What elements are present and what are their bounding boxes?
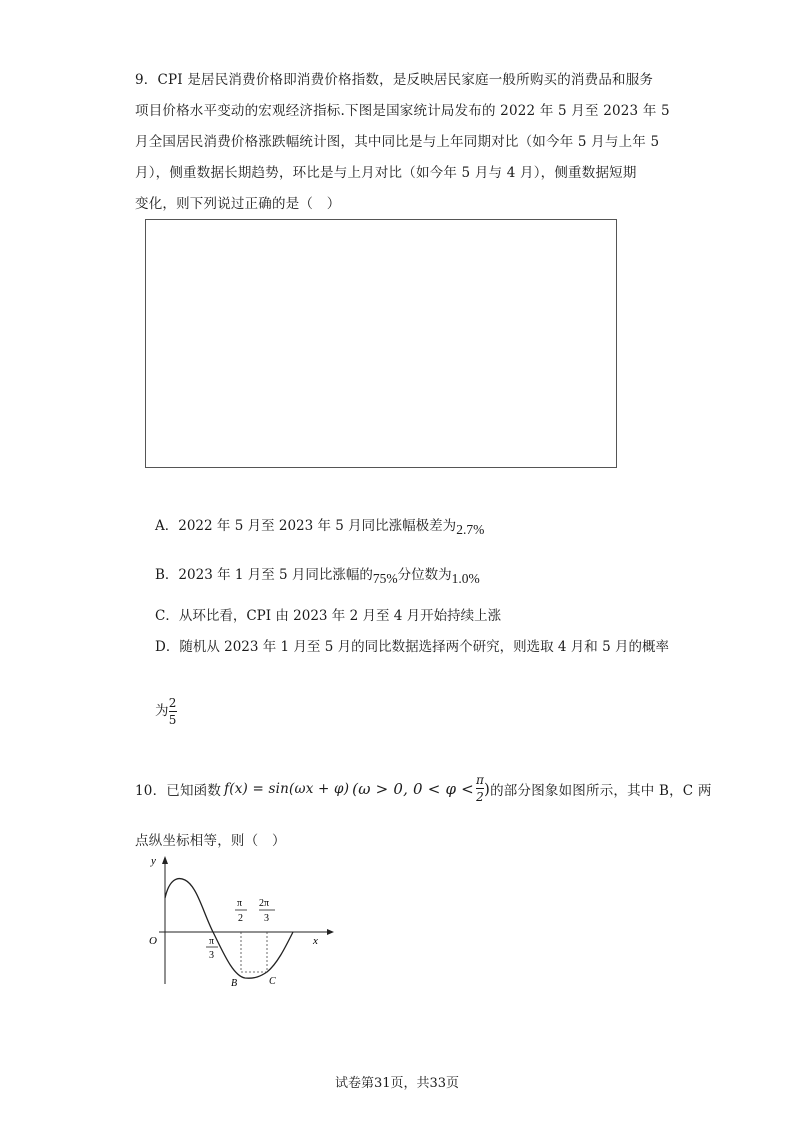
x-axis-label: x xyxy=(313,935,318,947)
q9-option-b-text: B．2023 年 1 月至 5 月同比涨幅的 xyxy=(155,567,373,583)
tick-pi-3-num: π xyxy=(209,936,215,947)
tick-pi-2-den: 2 xyxy=(238,913,243,924)
q9-line-5: 变化，则下列说过正确的是（ ） xyxy=(135,196,341,212)
q10-sine-graph xyxy=(145,852,345,992)
q9-option-b-mid: 分位数为 xyxy=(397,567,452,583)
tick-pi-2-num: π xyxy=(237,898,243,909)
q9-option-b-pct: 75% xyxy=(372,571,398,586)
q10-condition-fraction xyxy=(476,774,484,803)
q9-option-d-prefix: 为 xyxy=(155,703,169,719)
q9-option-a-value: 2.7% xyxy=(456,522,485,537)
tick-2pi-3-num: 2π xyxy=(259,898,270,909)
q9-figure-placeholder xyxy=(145,219,617,468)
q9-option-d-continuation xyxy=(155,697,177,726)
q9-line-1: 9．CPI 是居民消费价格即消费价格指数，是反映居民家庭一般所购买的消费品和服务 xyxy=(135,72,654,88)
origin-label: O xyxy=(149,935,157,947)
tick-pi-3-den: 3 xyxy=(209,950,214,961)
q10-line-2: 点纵坐标相等，则（ ） xyxy=(135,833,286,849)
fraction-numerator: 2 xyxy=(168,696,177,710)
sine-curve xyxy=(165,879,293,979)
point-c-label: C xyxy=(269,976,276,987)
q10-suffix: 的部分图象如图所示，其中 B，C 两 xyxy=(490,782,712,799)
q9-option-d: D．随机从 2023 年 1 月至 5 月的同比数据选择两个研究，则选取 4 月和 5 月的概率 xyxy=(155,639,669,655)
q10-condition-open: (ω > 0, 0 < φ < xyxy=(352,779,474,798)
q9-option-b xyxy=(155,563,480,586)
q9-line-2: 项目价格水平变动的宏观经济指标.下图是国家统计局发布的 2022 年 5 月至 2023 年 5 xyxy=(135,103,670,119)
q9-option-d-fraction xyxy=(169,697,177,726)
q10-prefix: 10．已知函数 xyxy=(135,782,222,799)
page-footer: 试卷第31页，共33页 xyxy=(334,1076,460,1091)
q10-condition-close: ) xyxy=(484,779,491,798)
q9-option-a-text: A．2022 年 5 月至 2023 年 5 月同比涨幅极差为 xyxy=(155,518,457,534)
fraction-denominator: 2 xyxy=(476,790,484,804)
q9-line-3: 月全国居民消费价格涨跌幅统计图，其中同比是与上年同期对比（如今年 5 月与上年 5 xyxy=(135,134,660,150)
y-axis-label: y xyxy=(151,855,156,867)
q9-option-c: C．从环比看，CPI 由 2023 年 2 月至 4 月开始持续上涨 xyxy=(155,608,502,624)
tick-2pi-3-den: 3 xyxy=(264,913,269,924)
q9-option-a xyxy=(155,514,485,537)
q9-line-4: 月），侧重数据长期趋势，环比是与上月对比（如今年 5 月与 4 月），侧重数据短期 xyxy=(135,165,637,181)
x-axis-arrow xyxy=(327,929,334,935)
q9-option-b-value: 1.0% xyxy=(451,571,480,586)
fraction-denominator: 5 xyxy=(168,713,177,727)
y-axis-arrow xyxy=(162,856,168,864)
q10-function-formula: f(x) = sin(ωx + φ) xyxy=(224,780,350,797)
fraction-numerator: π xyxy=(475,773,485,787)
q10-line-1 xyxy=(135,774,712,803)
point-b-label: B xyxy=(231,978,238,989)
